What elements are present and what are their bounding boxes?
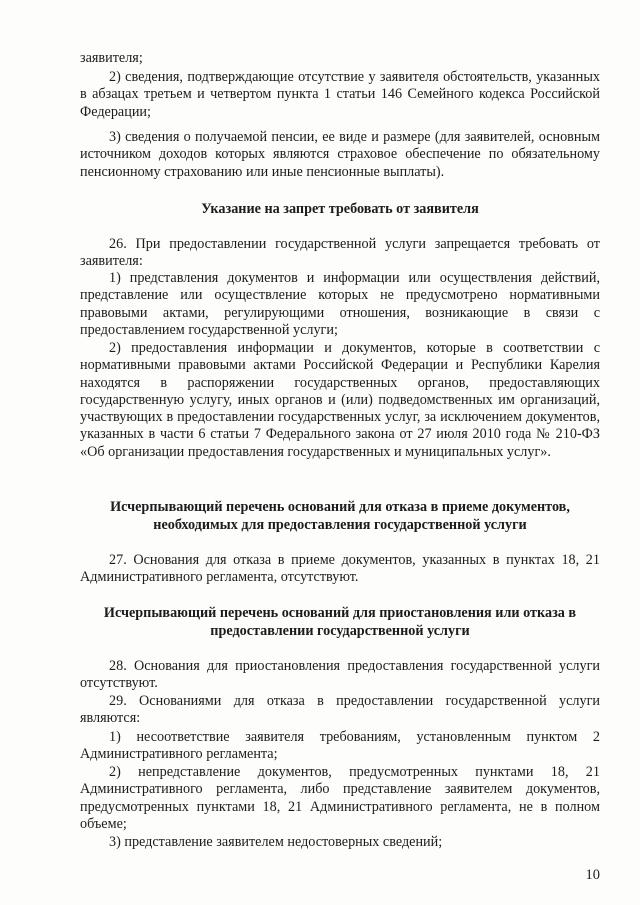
- page-number: 10: [585, 867, 600, 883]
- paragraph: 26. При предоставлении государственной услуги запрещается требовать от заявителя:: [80, 236, 600, 270]
- paragraph: 28. Основания для приостановления предоставления государственной услуги отсутствуют.: [80, 658, 600, 692]
- section-heading: Исчерпывающий перечень оснований для приостановления или отказа в предоставлении государственной услуги: [103, 605, 577, 639]
- paragraph: 2) непредставление документов, предусмотренных пунктами 18, 21 Административного регламента, либо представление заявителем документов, предусмотренных пунктами 18, 21 Административного регламента, не в полном объеме;: [80, 764, 600, 832]
- paragraph: 3) сведения о получаемой пенсии, ее виде и размере (для заявителей, основным источником доходов которых являются страховое обеспечение по обязательному пенсионному страхованию или иные пенсионные выплаты).: [80, 129, 600, 180]
- paragraph: 3) представление заявителем недостоверных сведений;: [109, 834, 443, 850]
- section-heading: Указание на запрет требовать от заявителя: [201, 201, 479, 217]
- paragraph: 2) сведения, подтверждающие отсутствие у заявителя обстоятельств, указанных в абзацах третьем и четвертом пункта 1 статьи 146 Семейного кодекса Российской Федерации;: [80, 69, 600, 120]
- paragraph: 2) предоставления информации и документов, которые в соответствии с нормативными правовыми актами Российской Федерации и Республики Карелия находятся в распоряжении государственных органов, предоставляющих государственную услугу, иных органов и (или) подведомственных им организаций, участвующих в предоставлении государственных услуг, за исключением документов, указанных в части 6 статьи 7 Федерального закона от 27 июля 2010 года № 210-ФЗ «Об организации предоставления государственных и муниципальных услуг».: [80, 340, 600, 460]
- paragraph: заявителя;: [80, 50, 143, 66]
- paragraph: 1) несоответствие заявителя требованиям, установленным пунктом 2 Административного регламента;: [80, 729, 600, 763]
- paragraph: 1) представления документов и информации или осуществления действий, представление или осуществление которых не предусмотрено нормативными правовыми актами, регулирующими отношения, возникающие в связи с предоставлением государственной услуги;: [80, 270, 600, 338]
- paragraph: 27. Основания для отказа в приеме документов, указанных в пунктах 18, 21 Административного регламента, отсутствуют.: [80, 552, 600, 586]
- section-heading: Исчерпывающий перечень оснований для отказа в приеме документов, необходимых для предоставления государственной услуги: [110, 499, 570, 533]
- paragraph: 29. Основаниями для отказа в предоставлении государственной услуги являются:: [80, 693, 600, 727]
